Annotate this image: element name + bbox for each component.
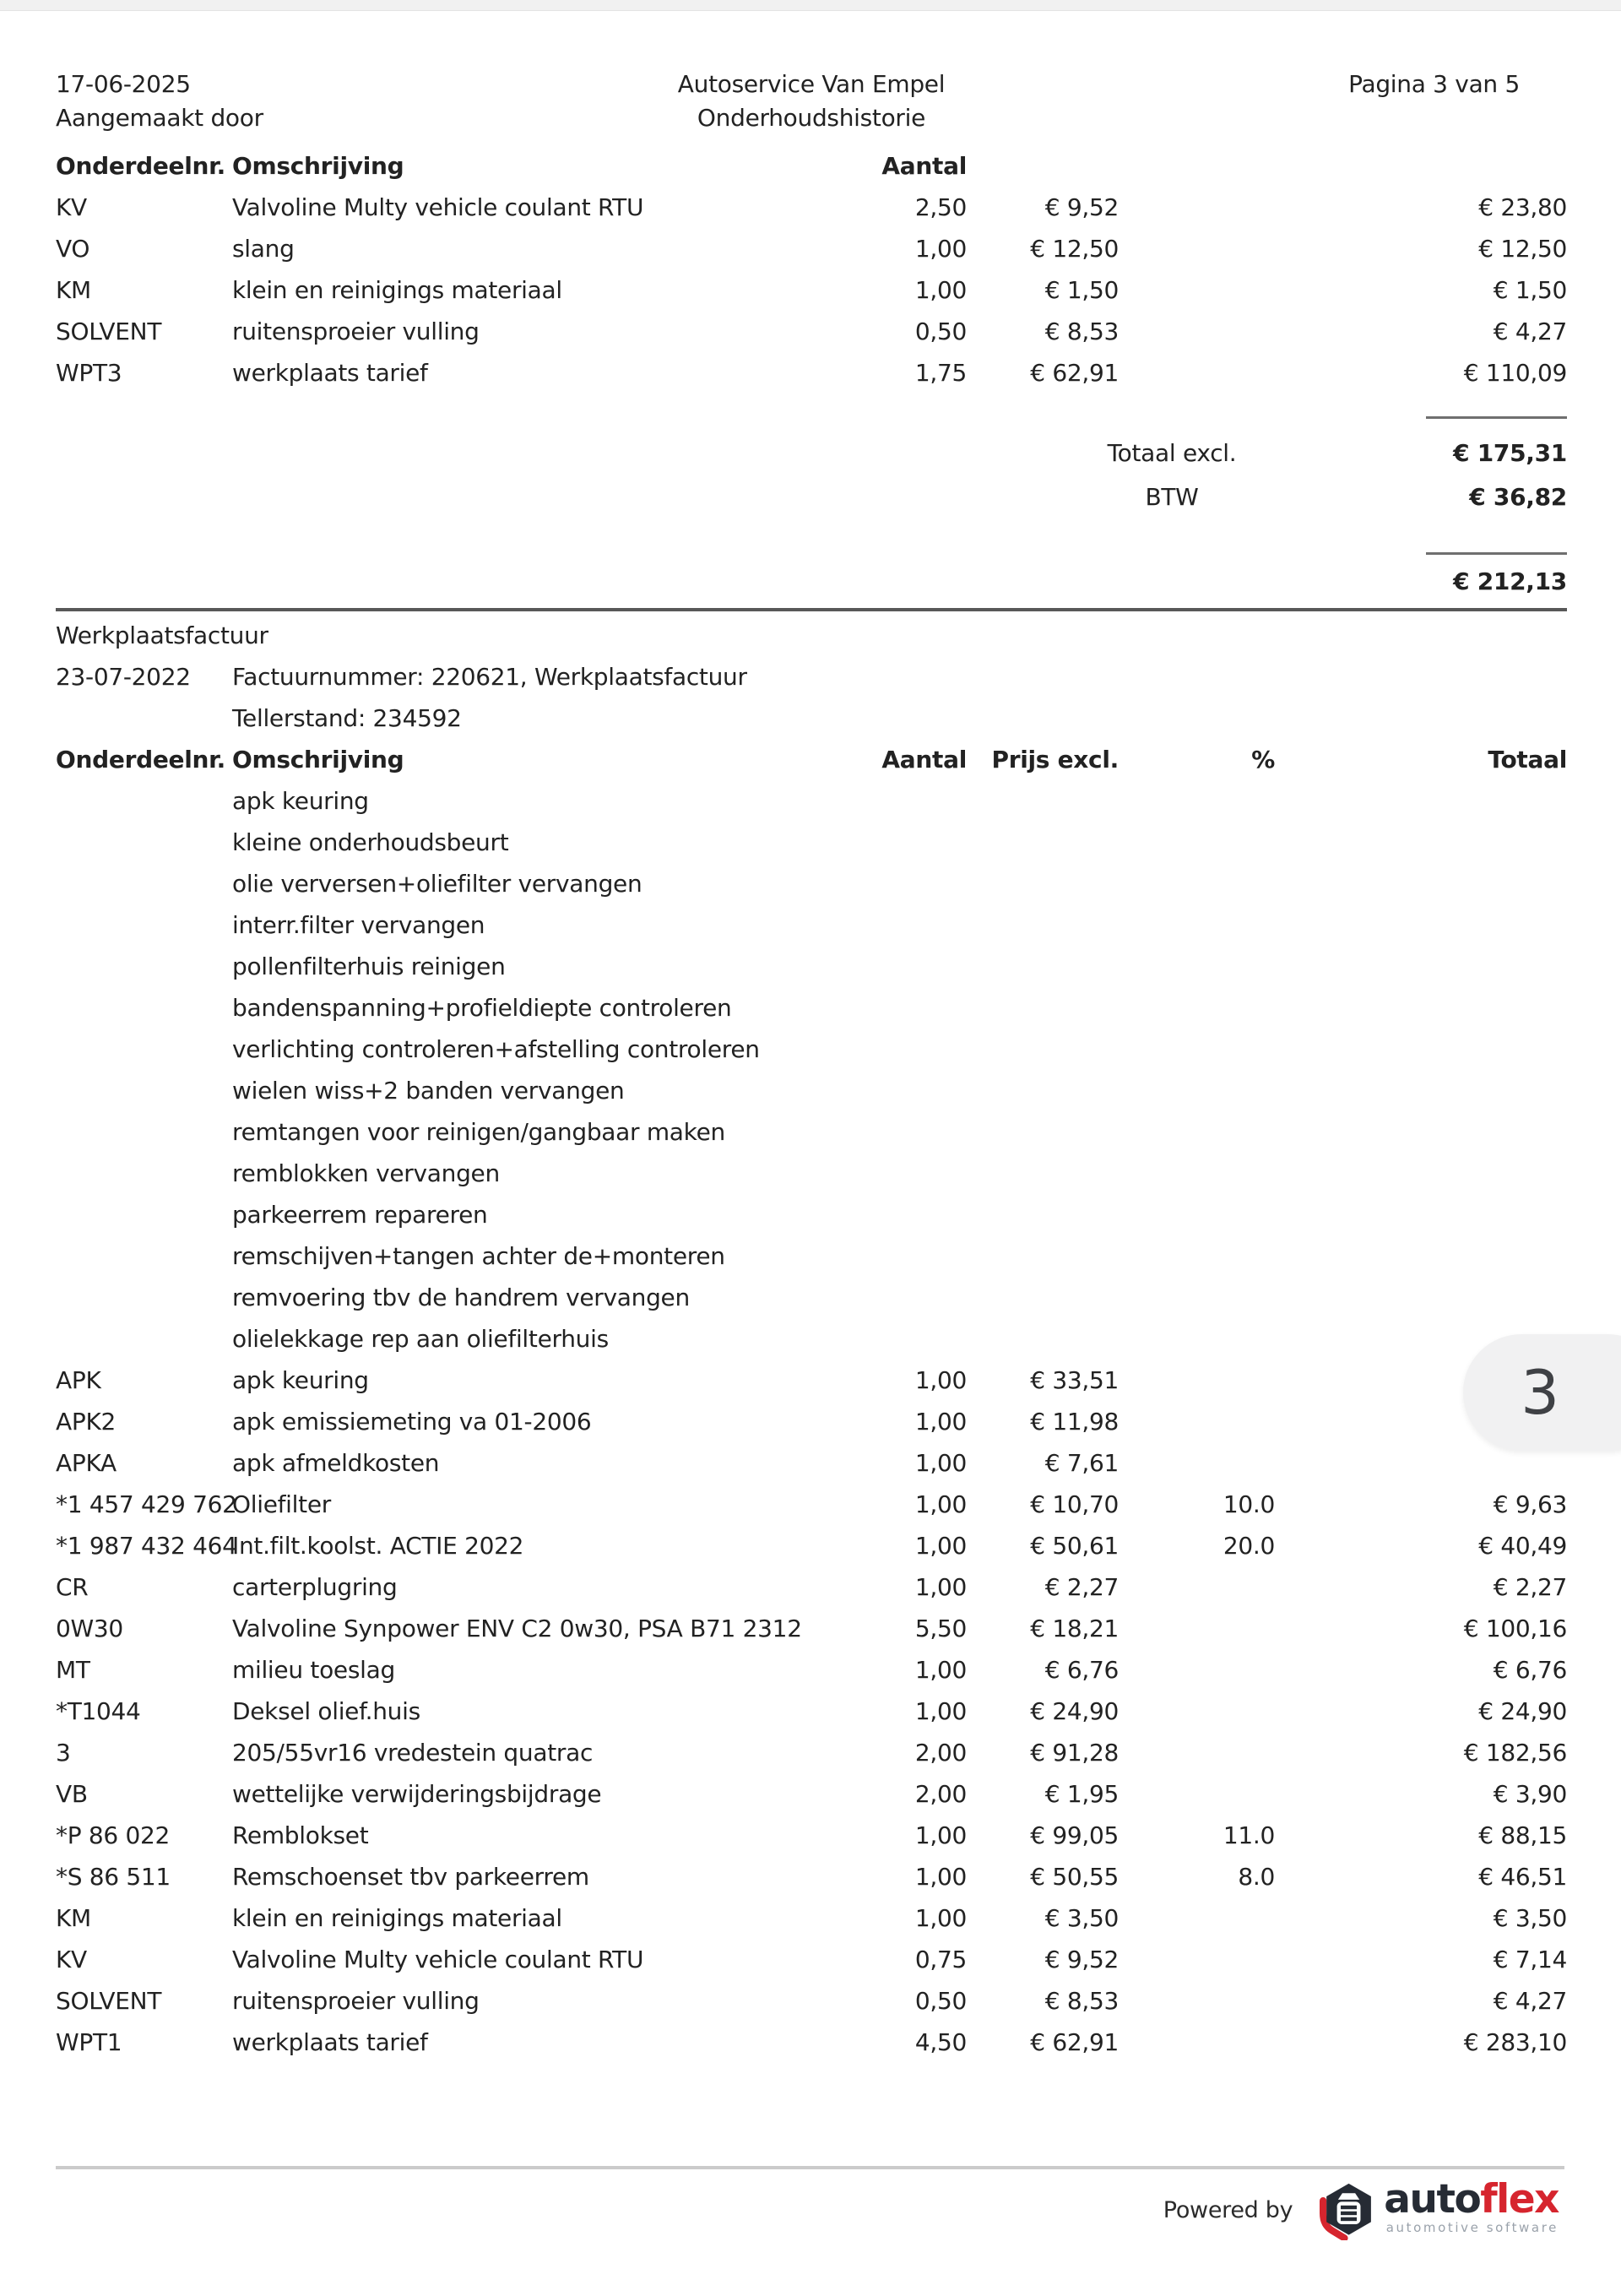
quantity-cell: 1,00 [914,1366,967,1394]
description-cell: remschijven+tangen achter de+monteren [232,1242,725,1270]
quantity-cell: 1,00 [914,276,967,304]
table-row [56,1401,1567,1442]
totals-row-excl [56,431,1567,475]
table-row [56,780,1567,822]
total-cell: € 100,16 [1463,1615,1567,1642]
work-items-list [56,780,1567,1360]
brand-flex-text: flex [1480,2176,1559,2223]
footer [1163,2176,1559,2240]
section-title: Werkplaatsfactuur [56,621,268,649]
price-cell: € 9,52 [1044,1946,1119,1973]
table-row [56,1649,1567,1691]
price-cell: € 1,50 [1044,276,1119,304]
document-title: Onderhoudshistorie [697,104,926,132]
description-cell: Deksel olief.huis [232,1697,420,1725]
quantity-cell: 5,50 [914,1615,967,1642]
column-header-quantity: Aantal [881,746,967,773]
column-header-part: Onderdeelnr. [56,746,225,773]
total-cell: € 182,56 [1463,1739,1567,1767]
part-number-cell: WPT3 [56,359,122,387]
part-number-cell: KM [56,1904,91,1932]
total-cell: € 2,27 [1493,1573,1567,1601]
discount-percent-cell: 20.0 [1223,1532,1275,1560]
description-cell: remvoering tbv de handrem vervangen [232,1284,690,1311]
column-header-quantity: Aantal [881,152,967,180]
description-cell: interr.filter vervangen [232,911,485,939]
table-row [56,269,1567,311]
page-indicator: Pagina 3 van 5 [1348,70,1520,98]
total-cell: € 283,10 [1463,2028,1567,2056]
table-row [56,311,1567,352]
part-number-cell: *1 987 432 464 [56,1532,237,1560]
quantity-cell: 1,00 [914,1697,967,1725]
part-number-cell: MT [56,1656,90,1684]
page-number-badge [1463,1334,1621,1451]
grand-total-row [56,557,1567,605]
part-number-cell: SOLVENT [56,318,162,345]
table-row [56,1939,1567,1980]
description-cell: milieu toeslag [232,1656,395,1684]
table-row [56,1153,1567,1194]
total-cell: € 4,27 [1493,318,1567,345]
table-row [56,946,1567,987]
btw-value: € 36,82 [1469,482,1567,511]
column-header-description: Omschrijving [232,152,404,180]
description-cell: pollenfilterhuis reinigen [232,953,506,980]
quantity-cell: 0,50 [914,1987,967,2015]
description-cell: wettelijke verwijderingsbijdrage [232,1780,602,1808]
autoflex-logo [1315,2176,1559,2240]
quantity-cell: 2,50 [914,193,967,221]
invoice-meta-row [56,656,1567,697]
description-cell: apk emissiemeting va 01-2006 [232,1408,592,1436]
total-cell: € 110,09 [1463,359,1567,387]
quantity-cell: 1,00 [914,1449,967,1477]
table2-header-row [56,739,1567,780]
price-cell: € 2,27 [1044,1573,1119,1601]
discount-percent-cell: 8.0 [1238,1863,1275,1891]
quantity-cell: 1,00 [914,235,967,263]
price-cell: € 50,55 [1030,1863,1119,1891]
description-cell: Oliefilter [232,1490,331,1518]
table-row [56,1815,1567,1856]
price-cell: € 62,91 [1030,2028,1119,2056]
part-number-cell: VO [56,235,90,263]
table-row [56,1029,1567,1070]
table-row [56,1277,1567,1318]
totals-divider-top [1426,416,1567,419]
part-number-cell: APKA [56,1449,117,1477]
powered-by-label: Powered by [1163,2197,1293,2223]
totals-row-btw [56,475,1567,518]
total-cell: € 7,14 [1493,1946,1567,1973]
quantity-cell: 1,00 [914,1904,967,1932]
table-row [56,352,1567,394]
description-cell: werkplaats tarief [232,359,428,387]
scan-edge-artifact [0,0,1621,11]
total-excl-label: Totaal excl. [1107,438,1237,467]
part-number-cell: 3 [56,1739,71,1767]
description-cell: bandenspanning+profieldiepte controleren [232,994,732,1022]
description-cell: remtangen voor reinigen/gangbaar maken [232,1118,725,1146]
discount-percent-cell: 10.0 [1223,1490,1275,1518]
price-cell: € 12,50 [1030,235,1119,263]
total-cell: € 3,50 [1493,1904,1567,1932]
quantity-cell: 2,00 [914,1780,967,1808]
quantity-cell: 1,00 [914,1573,967,1601]
table1-header-row [56,145,1567,187]
part-number-cell: WPT1 [56,2028,122,2056]
part-number-cell: CR [56,1573,89,1601]
total-cell: € 88,15 [1478,1821,1567,1849]
description-cell: kleine onderhoudsbeurt [232,828,509,856]
description-cell: wielen wiss+2 banden vervangen [232,1077,625,1105]
total-excl-value: € 175,31 [1453,438,1567,467]
part-number-cell: SOLVENT [56,1987,162,2015]
autoflex-wordmark [1384,2176,1559,2235]
price-cell: € 9,52 [1044,193,1119,221]
table2-body [56,1360,1567,2063]
section-divider [56,608,1567,611]
price-cell: € 18,21 [1030,1615,1119,1642]
table-row [56,863,1567,904]
price-cell: € 50,61 [1030,1532,1119,1560]
quantity-cell: 0,75 [914,1946,967,1973]
table-row [56,1525,1567,1566]
part-number-cell: KV [56,1946,87,1973]
table-row [56,1070,1567,1111]
quantity-cell: 1,00 [914,1490,967,1518]
part-number-cell: KV [56,193,87,221]
table-row [56,187,1567,228]
quantity-cell: 1,00 [914,1863,967,1891]
price-cell: € 6,76 [1044,1656,1119,1684]
price-cell: € 7,61 [1044,1449,1119,1477]
description-cell: 205/55vr16 vredestein quatrac [232,1739,594,1767]
description-cell: apk keuring [232,787,369,815]
quantity-cell: 0,50 [914,318,967,345]
quantity-cell: 1,00 [914,1532,967,1560]
total-cell: € 46,51 [1478,1863,1567,1891]
total-cell: € 40,49 [1478,1532,1567,1560]
table-row [56,1235,1567,1277]
total-cell: € 9,63 [1493,1490,1567,1518]
page-number: 3 [1521,1357,1559,1428]
part-number-cell: APK [56,1366,101,1394]
table-row [56,228,1567,269]
description-cell: Remblokset [232,1821,369,1849]
description-cell: ruitensproeier vulling [232,318,480,345]
price-cell: € 91,28 [1030,1739,1119,1767]
total-cell: € 24,90 [1478,1697,1567,1725]
table-row [56,1111,1567,1153]
description-cell: apk afmeldkosten [232,1449,440,1477]
price-cell: € 3,50 [1044,1904,1119,1932]
total-cell: € 3,90 [1493,1780,1567,1808]
part-number-cell: *1 457 429 762 [56,1490,237,1518]
total-cell: € 12,50 [1478,235,1567,263]
description-cell: parkeerrem repareren [232,1201,488,1229]
table-row [56,1194,1567,1235]
table-row [56,1484,1567,1525]
odometer-reading: Tellerstand: 234592 [232,704,462,732]
table-row [56,1732,1567,1773]
table-row [56,1442,1567,1484]
price-cell: € 99,05 [1030,1821,1119,1849]
part-number-cell: KM [56,276,91,304]
discount-percent-cell: 11.0 [1223,1821,1275,1849]
brand-subtitle: automotive software [1385,2220,1559,2235]
total-cell: € 1,50 [1493,276,1567,304]
table-row [56,1773,1567,1815]
price-cell: € 8,53 [1044,318,1119,345]
description-cell: Valvoline Synpower ENV C2 0w30, PSA B71 2312 [232,1615,802,1642]
description-cell: slang [232,235,295,263]
invoice-date: 23-07-2022 [56,663,191,691]
table-row [56,1360,1567,1401]
table-row [56,1691,1567,1732]
description-cell: ruitensproeier vulling [232,1987,480,2015]
description-cell: olielekkage rep aan oliefilterhuis [232,1325,609,1353]
part-number-cell: *S 86 511 [56,1863,171,1891]
quantity-cell: 1,75 [914,359,967,387]
table-row [56,1318,1567,1360]
table-row [56,987,1567,1029]
table-row [56,2022,1567,2063]
totals-divider-bottom [1426,552,1567,555]
autoflex-hexagon-car-icon [1315,2180,1379,2240]
description-cell: Int.filt.koolst. ACTIE 2022 [232,1532,524,1560]
document-header [56,68,1567,135]
table-row [56,1897,1567,1939]
quantity-cell: 4,50 [914,2028,967,2056]
description-cell: klein en reinigings materiaal [232,276,562,304]
column-header-part: Onderdeelnr. [56,152,225,180]
description-cell: werkplaats tarief [232,2028,428,2056]
price-cell: € 10,70 [1030,1490,1119,1518]
part-number-cell: APK2 [56,1408,117,1436]
column-header-description: Omschrijving [232,746,404,773]
price-cell: € 1,95 [1044,1780,1119,1808]
quantity-cell: 1,00 [914,1821,967,1849]
quantity-cell: 1,00 [914,1408,967,1436]
creation-date: 17-06-2025 [56,70,191,98]
table1-body [56,187,1567,394]
part-number-cell: *P 86 022 [56,1821,171,1849]
created-by-label: Aangemaakt door [56,104,263,132]
price-cell: € 11,98 [1030,1408,1119,1436]
column-header-percent: % [1251,746,1275,773]
price-cell: € 8,53 [1044,1987,1119,2015]
invoice-number: Factuurnummer: 220621, Werkplaatsfactuur [232,663,747,691]
part-number-cell: *T1044 [56,1697,141,1725]
total-cell: € 4,27 [1493,1987,1567,2015]
table-row [56,1856,1567,1897]
company-name: Autoservice Van Empel [677,70,946,98]
price-cell: € 24,90 [1030,1697,1119,1725]
description-cell: klein en reinigings materiaal [232,1904,562,1932]
table-row [56,1980,1567,2022]
description-cell: remblokken vervangen [232,1159,500,1187]
table-row [56,904,1567,946]
odometer-row [56,697,1567,739]
column-header-price: Prijs excl. [991,746,1119,773]
description-cell: Remschoenset tbv parkeerrem [232,1863,589,1891]
footer-divider [56,2166,1564,2169]
btw-label: BTW [1145,482,1199,511]
price-cell: € 62,91 [1030,359,1119,387]
grand-total-value: € 212,13 [1453,567,1567,595]
description-cell: olie verversen+oliefilter vervangen [232,870,642,898]
description-cell: Valvoline Multy vehicle coulant RTU [232,193,644,221]
quantity-cell: 2,00 [914,1739,967,1767]
description-cell: verlichting controleren+afstelling controleren [232,1035,760,1063]
table-row [56,1608,1567,1649]
table-row [56,822,1567,863]
description-cell: carterplugring [232,1573,398,1601]
part-number-cell: 0W30 [56,1615,123,1642]
table-row [56,1566,1567,1608]
price-cell: € 33,51 [1030,1366,1119,1394]
header-center [56,68,1567,135]
total-cell: € 6,76 [1493,1656,1567,1684]
description-cell: Valvoline Multy vehicle coulant RTU [232,1946,644,1973]
description-cell: apk keuring [232,1366,369,1394]
quantity-cell: 1,00 [914,1656,967,1684]
brand-auto-text: auto [1384,2176,1481,2223]
total-cell: € 23,80 [1478,193,1567,221]
column-header-total: Totaal [1488,746,1567,773]
part-number-cell: VB [56,1780,88,1808]
